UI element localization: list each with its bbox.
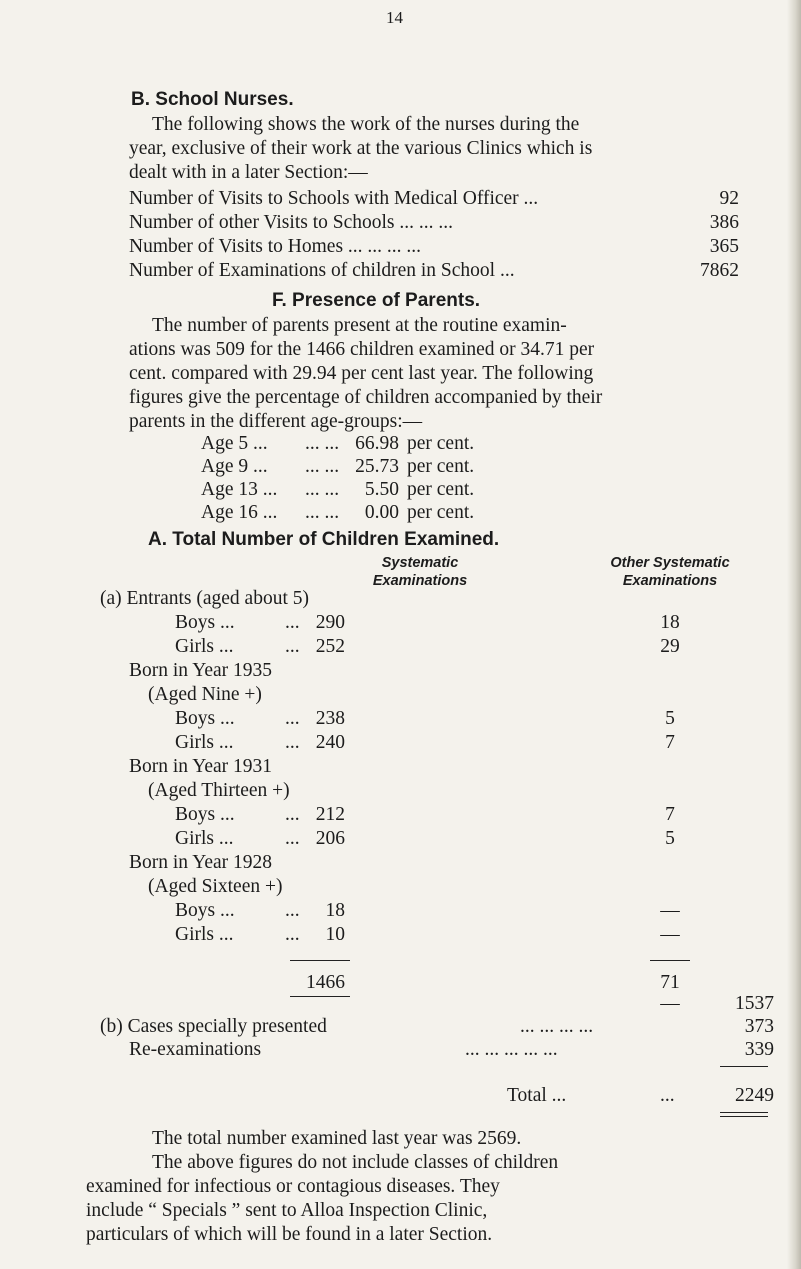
closing-line: The above figures do not include classes of children xyxy=(152,1152,559,1173)
row-value-systematic: 240 xyxy=(315,732,345,753)
age-unit: per cent. xyxy=(407,456,475,477)
page-edge xyxy=(787,0,801,1269)
group-born-label: Born in Year 1931 xyxy=(129,756,273,777)
group-aged-label: (Aged Nine +) xyxy=(148,684,262,705)
reexam-label: Re-examinations xyxy=(129,1039,262,1060)
age-dots: ... ... xyxy=(305,433,340,454)
row-value-other: 18 xyxy=(660,612,680,633)
row-value-systematic: 290 xyxy=(315,612,345,633)
row-label-boys: Boys ... xyxy=(175,612,235,633)
subtotal-systematic: 1466 xyxy=(306,972,345,993)
age-value: 66.98 xyxy=(355,433,399,454)
rule-other xyxy=(650,960,690,961)
school-nurses-heading: B. School Nurses. xyxy=(131,89,294,110)
row-value-other: 5 xyxy=(665,708,675,729)
row-value-other: 5 xyxy=(665,828,675,849)
nurses-item-value: 92 xyxy=(719,188,739,209)
nurses-item-label: Number of other Visits to Schools ... ... ... xyxy=(129,212,453,233)
rule-grand-total xyxy=(720,1066,768,1067)
closing-line: include “ Specials ” sent to Alloa Inspection Clinic, xyxy=(86,1200,488,1221)
age-label: Age 16 ... xyxy=(201,502,278,523)
reexam-value: 339 xyxy=(744,1039,774,1060)
nurses-item-label: Number of Visits to Schools with Medical Officer ... xyxy=(129,188,539,209)
row-label-boys: Boys ... xyxy=(175,804,235,825)
parents-heading: F. Presence of Parents. xyxy=(272,290,481,311)
nurses-intro-line: The following shows the work of the nurses during the xyxy=(152,114,580,135)
group-born-label: Born in Year 1935 xyxy=(129,660,273,681)
row-value-other: 29 xyxy=(660,636,680,657)
group-born-label: Born in Year 1928 xyxy=(129,852,273,873)
row-dots: ... xyxy=(285,828,300,849)
row-label-boys: Boys ... xyxy=(175,708,235,729)
cases-dots: ... ... ... ... xyxy=(520,1016,594,1037)
group-aged-label: (Aged Sixteen +) xyxy=(148,876,283,897)
row-value-other: 7 xyxy=(665,804,675,825)
nurses-item-value: 386 xyxy=(709,212,739,233)
total-value: 2249 xyxy=(735,1085,774,1106)
age-dots: ... ... xyxy=(305,479,340,500)
page-number: 14 xyxy=(386,8,403,27)
row-dots: ... xyxy=(285,804,300,825)
row-label-girls: Girls ... xyxy=(175,732,234,753)
age-label: Age 9 ... xyxy=(201,456,268,477)
parents-intro-line: ations was 509 for the 1466 children examined or 34.71 per xyxy=(129,339,595,360)
row-value-other: — xyxy=(660,900,680,921)
row-dots: ... xyxy=(285,900,300,921)
age-value: 5.50 xyxy=(364,479,399,500)
group-aged-label: (Aged Thirteen +) xyxy=(148,780,290,801)
row-dots: ... xyxy=(285,708,300,729)
cases-label: (b) Cases specially presented xyxy=(100,1016,327,1037)
row-label-girls: Girls ... xyxy=(175,828,234,849)
total-dots: ... xyxy=(660,1085,675,1106)
nurses-item-value: 7862 xyxy=(700,260,739,281)
combined-total: 1537 xyxy=(735,993,774,1014)
col-header-systematic: Systematic Examinations xyxy=(372,555,468,589)
closing-line: particulars of which will be found in a later Section. xyxy=(86,1224,493,1245)
rule-double-bottom xyxy=(720,1116,768,1117)
row-value-systematic: 212 xyxy=(315,804,345,825)
nurses-intro-line: year, exclusive of their work at the various Clinics which is xyxy=(129,138,593,159)
nurses-item-label: Number of Visits to Homes ... ... ... ... xyxy=(129,236,422,257)
total-label: Total ... xyxy=(507,1085,567,1106)
total-examined-heading: A. Total Number of Children Examined. xyxy=(148,529,500,550)
closing-line: examined for infectious or contagious diseases. They xyxy=(86,1176,500,1197)
row-value-systematic: 238 xyxy=(315,708,345,729)
reexam-dots: ... ... ... ... ... xyxy=(465,1039,558,1060)
row-dots: ... xyxy=(285,732,300,753)
age-unit: per cent. xyxy=(407,433,475,454)
row-dots: ... xyxy=(285,636,300,657)
entrants-label: (a) Entrants (aged about 5) xyxy=(100,588,309,609)
age-value: 25.73 xyxy=(355,456,399,477)
age-unit: per cent. xyxy=(407,479,475,500)
age-label: Age 5 ... xyxy=(201,433,268,454)
row-value-systematic: 206 xyxy=(315,828,345,849)
row-value-systematic: 252 xyxy=(315,636,345,657)
row-label-boys: Boys ... xyxy=(175,900,235,921)
col-header-other-systematic: Other Systematic Examinations xyxy=(610,555,730,589)
rule-systematic-lower xyxy=(290,996,350,997)
row-value-other: — xyxy=(660,924,680,945)
rule-double-top xyxy=(720,1112,768,1113)
cases-value: 373 xyxy=(744,1016,774,1037)
age-unit: per cent. xyxy=(407,502,475,523)
parents-intro-line: parents in the different age-groups:— xyxy=(129,411,423,432)
row-value-systematic: 10 xyxy=(325,924,345,945)
combined-dash: — xyxy=(660,993,680,1014)
subtotal-other: 71 xyxy=(660,972,680,993)
row-label-girls: Girls ... xyxy=(175,636,234,657)
nurses-intro-line: dealt with in a later Section:— xyxy=(129,162,368,183)
age-value: 0.00 xyxy=(364,502,399,523)
parents-intro-line: figures give the percentage of children accompanied by their xyxy=(129,387,603,408)
row-value-other: 7 xyxy=(665,732,675,753)
parents-intro-line: cent. compared with 29.94 per cent last year. The following xyxy=(129,363,594,384)
closing-line: The total number examined last year was 2569. xyxy=(152,1128,522,1149)
nurses-item-value: 365 xyxy=(709,236,739,257)
row-dots: ... xyxy=(285,924,300,945)
row-dots: ... xyxy=(285,612,300,633)
rule-systematic xyxy=(290,960,350,961)
age-label: Age 13 ... xyxy=(201,479,278,500)
parents-intro-line: The number of parents present at the routine examin- xyxy=(152,315,567,336)
nurses-item-label: Number of Examinations of children in School ... xyxy=(129,260,515,281)
age-dots: ... ... xyxy=(305,502,340,523)
row-label-girls: Girls ... xyxy=(175,924,234,945)
row-value-systematic: 18 xyxy=(325,900,345,921)
age-dots: ... ... xyxy=(305,456,340,477)
